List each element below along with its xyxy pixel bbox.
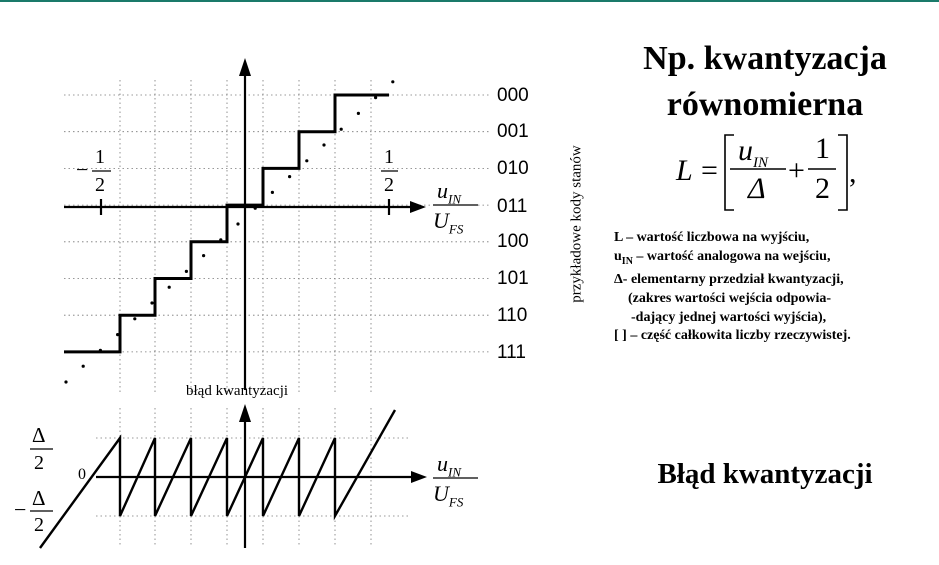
description-u-sub: IN [621,255,633,267]
error-axis-U: U [433,481,449,506]
delta-neg-den: 2 [34,514,44,536]
formula-eq: = [701,154,718,187]
quant-y-arrow [239,58,251,76]
description-line: [ ] – część całkowita liczby rzeczywistej. [614,328,851,344]
ideal-dot [168,286,171,289]
ideal-dot [236,222,239,225]
ideal-dot [150,301,153,304]
formula-numerator [738,134,768,172]
formula-plus: + [788,154,805,187]
quant-axis-u-sub: IN [448,191,461,207]
bracket-right [838,135,847,210]
description-line: L – wartość liczbowa na wyjściu, [614,230,810,245]
error-plot-title: błąd kwantyzacji [186,383,289,399]
description-block [614,229,851,346]
error-axis-label-num [437,451,461,480]
tick-neg-den: 2 [95,174,105,196]
ideal-dot [185,270,188,273]
formula-half-den: 2 [815,172,830,205]
quant-axis-u: u [437,178,448,203]
ideal-dot [271,191,274,194]
description-line [614,248,851,272]
ideal-line-dots [64,80,394,383]
delta-pos-num: Δ [32,423,46,447]
tick-pos-num: 1 [384,146,394,168]
description-line: (zakres wartości wejścia odpowia- [628,290,832,306]
title-line-2: równomierna [666,86,864,123]
description-line: Δ- elementarny przedział kwantyzacji, [614,272,844,288]
formula-lhs: L [676,154,693,187]
code-label: 000 [497,85,529,106]
formula-denominator: Δ [748,172,766,205]
description-u-text: – wartość analogowa na wejściu, [632,248,831,264]
description-u: u [614,248,622,264]
ideal-dot [288,175,291,178]
dotted-grid [64,80,490,545]
error-y-arrow [239,404,251,422]
tick-neg-num: 1 [95,146,105,168]
error-heading: Błąd kwantyzacji [657,458,873,490]
ideal-dot [64,380,67,383]
quant-axis-label-num [437,178,461,207]
title-line-1: Np. kwantyzacja [643,40,887,77]
error-axis-u-sub: IN [448,464,461,480]
ideal-dot [322,143,325,146]
code-label: 111 [497,342,526,363]
quant-x-arrow [410,201,426,213]
error-sawtooth [40,410,395,548]
tick-neg-minus: − [76,157,89,182]
formula-u: u [738,134,753,167]
tick-pos-den: 2 [384,174,394,196]
description-line: -dający jednej wartości wyjścia), [631,309,827,325]
error-axis-label-den [433,481,463,510]
quant-axis-label-den [433,208,463,237]
delta-neg-num: Δ [32,486,46,510]
bracket-left [725,135,734,210]
delta-neg-minus: − [14,497,27,522]
code-label: 010 [497,158,529,179]
ideal-dot [357,112,360,115]
formula-half-num: 1 [815,132,830,165]
code-label: 100 [497,231,529,252]
ideal-dot [340,128,343,131]
error-x-arrow [411,471,427,483]
quant-axis-U: U [433,208,449,233]
ideal-dot [202,254,205,257]
code-label: 101 [497,268,529,289]
error-zero-label: 0 [78,466,86,483]
formula-u-sub: IN [753,155,768,171]
quantization-staircase [64,95,389,352]
code-label: 011 [497,196,528,217]
ideal-dot [305,159,308,162]
codes-vertical-label [568,130,586,318]
ideal-dot [82,365,85,368]
quant-axis-U-sub: FS [448,221,464,237]
code-label: 110 [497,305,528,326]
error-axis-U-sub: FS [448,494,464,510]
ideal-dot [133,317,136,320]
formula-tail: , [849,156,857,189]
code-label: 001 [497,121,529,142]
ideal-dot [391,80,394,83]
delta-pos-den: 2 [34,452,44,474]
error-axis-u: u [437,451,448,476]
codes-label-text: przykładowe kody stanów [568,145,585,303]
